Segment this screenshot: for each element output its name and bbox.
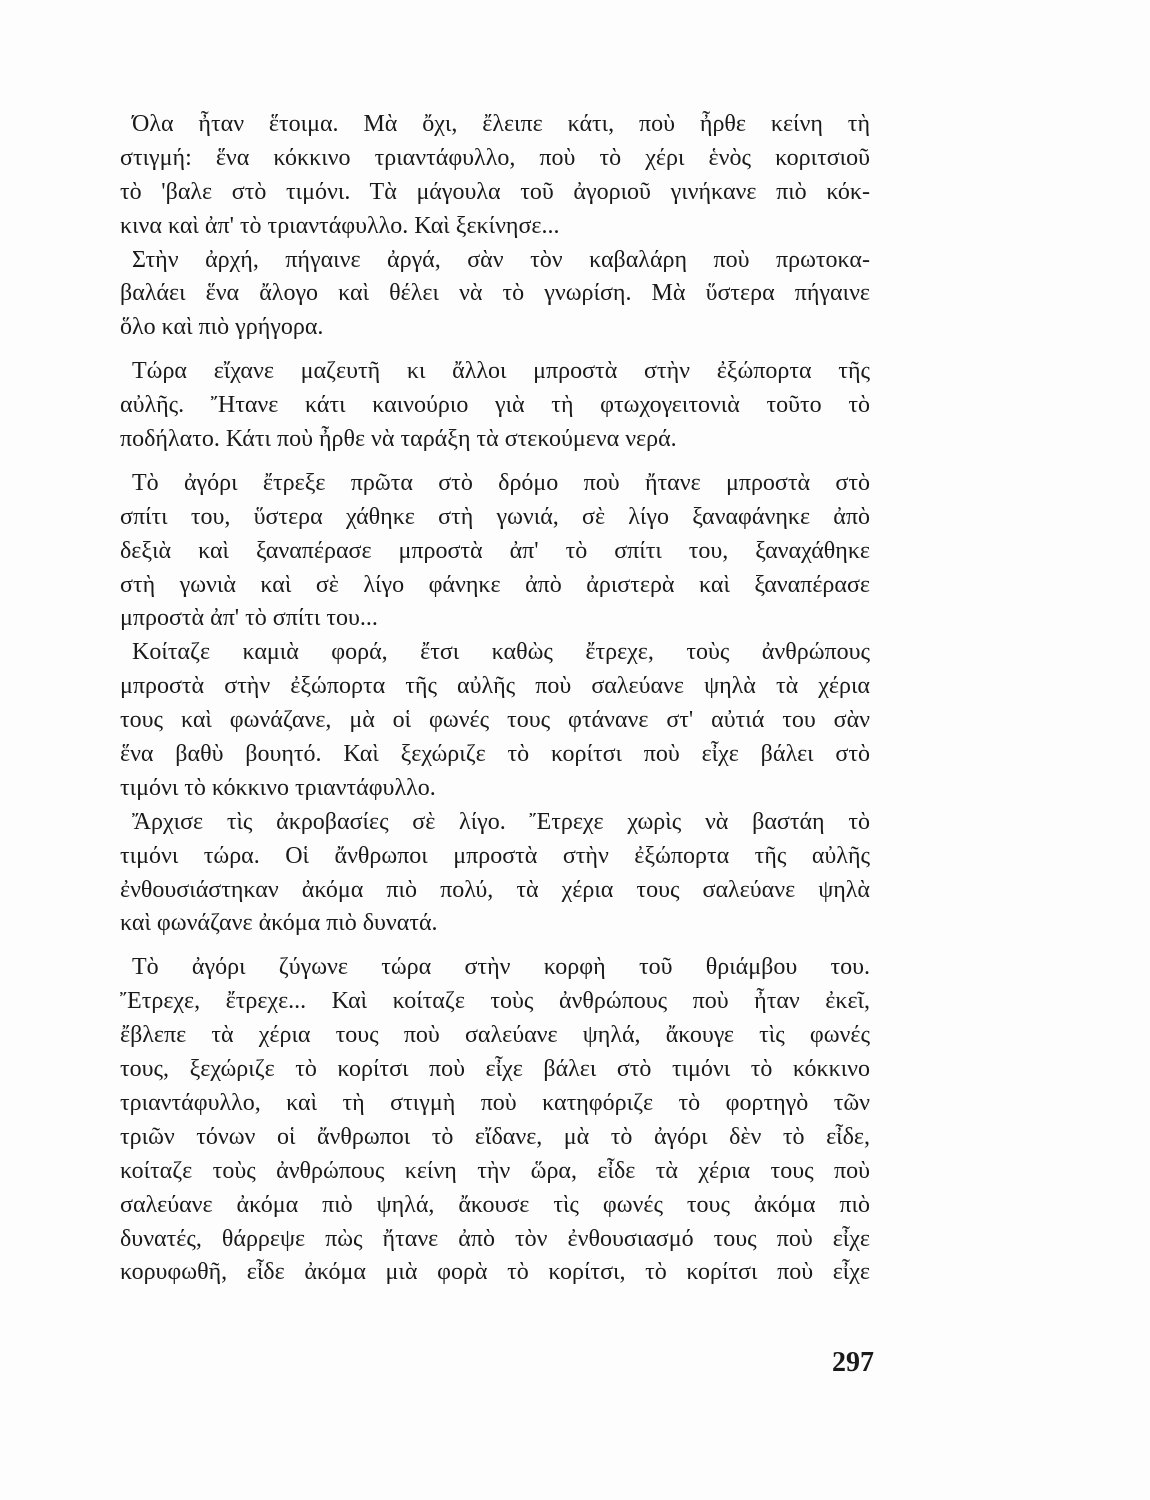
text-line: τριαντάφυλλο, καὶ τὴ στιγμὴ ποὺ κατηφόριζε τὸ φορτηγὸ τῶν bbox=[120, 1089, 870, 1116]
text-line: ποδήλατο. Κάτι ποὺ ἦρθε νὰ ταράξη τὰ στεκούμενα νερά. bbox=[120, 426, 677, 453]
text-line: τριῶν τόνων οἱ ἄνθρωποι τὸ εἴδανε, μὰ τὸ ἀγόρι δὲν τὸ εἶδε, bbox=[120, 1123, 870, 1150]
text-line: ἔβλεπε τὰ χέρια τους ποὺ σαλεύανε ψηλά, ἄκουγε τὶς φωνές bbox=[120, 1022, 870, 1049]
text-line: Κοίταζε καμιὰ φορά, ἔτσι καθὼς ἔτρεχε, τοὺς ἀνθρώπους bbox=[132, 639, 870, 666]
text-line: κοίταζε τοὺς ἀνθρώπους κείνη τὴν ὥρα, εἶδε τὰ χέρια τους ποὺ bbox=[120, 1157, 870, 1184]
text-line: τὸ 'βαλε στὸ τιμόνι. Τὰ μάγουλα τοῦ ἀγοριοῦ γινήκανε πιὸ κόκ- bbox=[120, 178, 870, 205]
text-line: Τὸ ἀγόρι ἔτρεξε πρῶτα στὸ δρόμο ποὺ ἤτανε μπροστὰ στὸ bbox=[132, 469, 870, 496]
text-line: Ἄρχισε τὶς ἀκροβασίες σὲ λίγο. Ἔτρεχε χωρὶς νὰ βαστάη τὸ bbox=[132, 808, 870, 835]
text-line: τιμόνι τὸ κόκκινο τριαντάφυλλο. bbox=[120, 774, 436, 801]
text-line: Τώρα εἴχανε μαζευτῆ κι ἄλλοι μπροστὰ στὴν ἐξώπορτα τῆς bbox=[132, 358, 870, 385]
text-line: στιγμή: ἕνα κόκκινο τριαντάφυλλο, ποὺ τὸ χέρι ἑνὸς κοριτσιοῦ bbox=[120, 144, 870, 171]
text-line: Στὴν ἀρχή, πήγαινε ἀργά, σὰν τὸν καβαλάρη ποὺ πρωτοκα- bbox=[132, 246, 870, 273]
text-line: Όλα ἦταν ἕτοιμα. Μὰ ὄχι, ἔλειπε κάτι, ποὺ ἦρθε κείνη τὴ bbox=[132, 111, 870, 137]
text-line: στὴ γωνιὰ καὶ σὲ λίγο φάνηκε ἀπὸ ἀριστερὰ καὶ ξαναπέρασε bbox=[120, 571, 870, 598]
text-line: δυνατές, θάρρεψε πὼς ἤτανε ἀπὸ τὸν ἐνθουσιασμό τους ποὺ εἶχε bbox=[120, 1225, 870, 1252]
text-line: τους καὶ φωνάζανε, μὰ οἱ φωνές τους φτάνανε στ' αὐτιά του σὰν bbox=[120, 707, 870, 734]
text-line: μπροστὰ στὴν ἐξώπορτα τῆς αὐλῆς ποὺ σαλεύανε ψηλὰ τὰ χέρια bbox=[120, 673, 870, 700]
text-line: κινα καὶ ἀπ' τὸ τριαντάφυλλο. Καὶ ξεκίνησε... bbox=[120, 212, 560, 239]
text-line: Ἔτρεχε, ἔτρεχε... Καὶ κοίταζε τοὺς ἀνθρώπους ποὺ ἦταν ἐκεῖ, bbox=[120, 988, 870, 1015]
body-text bbox=[120, 108, 870, 1290]
text-line: δεξιὰ καὶ ξαναπέρασε μπροστὰ ἀπ' τὸ σπίτι του, ξαναχάθηκε bbox=[120, 537, 870, 564]
text-line: σπίτι του, ὕστερα χάθηκε στὴ γωνιά, σὲ λίγο ξαναφάνηκε ἀπὸ bbox=[120, 503, 870, 530]
text-line: αὐλῆς. Ἤτανε κάτι καινούριο γιὰ τὴ φτωχογειτονιὰ τοῦτο τὸ bbox=[120, 392, 870, 419]
text-line: ἕνα βαθὺ βουητό. Καὶ ξεχώριζε τὸ κορίτσι ποὺ εἶχε βάλει στὸ bbox=[120, 741, 870, 768]
text-line: σαλεύανε ἀκόμα πιὸ ψηλά, ἄκουσε τὶς φωνές τους ἀκόμα πιὸ bbox=[120, 1191, 870, 1218]
text-line: κορυφωθῆ, εἶδε ἀκόμα μιὰ φορὰ τὸ κορίτσι, τὸ κορίτσι ποὺ εἶχε bbox=[120, 1259, 870, 1286]
text-line: μπροστὰ ἀπ' τὸ σπίτι του... bbox=[120, 605, 378, 632]
text-line: τιμόνι τώρα. Οἱ ἄνθρωποι μπροστὰ στὴν ἐξώπορτα τῆς αὐλῆς bbox=[120, 842, 870, 869]
text-line: βαλάει ἕνα ἄλογο καὶ θέλει νὰ τὸ γνωρίση. Μὰ ὕστερα πήγαινε bbox=[120, 280, 870, 307]
text-line: καὶ φωνάζανε ἀκόμα πιὸ δυνατά. bbox=[120, 910, 438, 937]
text-line: Τὸ ἀγόρι ζύγωνε τώρα στὴν κορφὴ τοῦ θριάμβου του. bbox=[132, 954, 870, 981]
page-number: 297 bbox=[832, 1347, 874, 1378]
text-line: τους, ξεχώριζε τὸ κορίτσι ποὺ εἶχε βάλει στὸ τιμόνι τὸ κόκκινο bbox=[120, 1056, 870, 1083]
text-line: ὅλο καὶ πιὸ γρήγορα. bbox=[120, 314, 324, 341]
text-line: ἐνθουσιάστηκαν ἀκόμα πιὸ πολύ, τὰ χέρια τους σαλεύανε ψηλὰ bbox=[120, 876, 870, 903]
